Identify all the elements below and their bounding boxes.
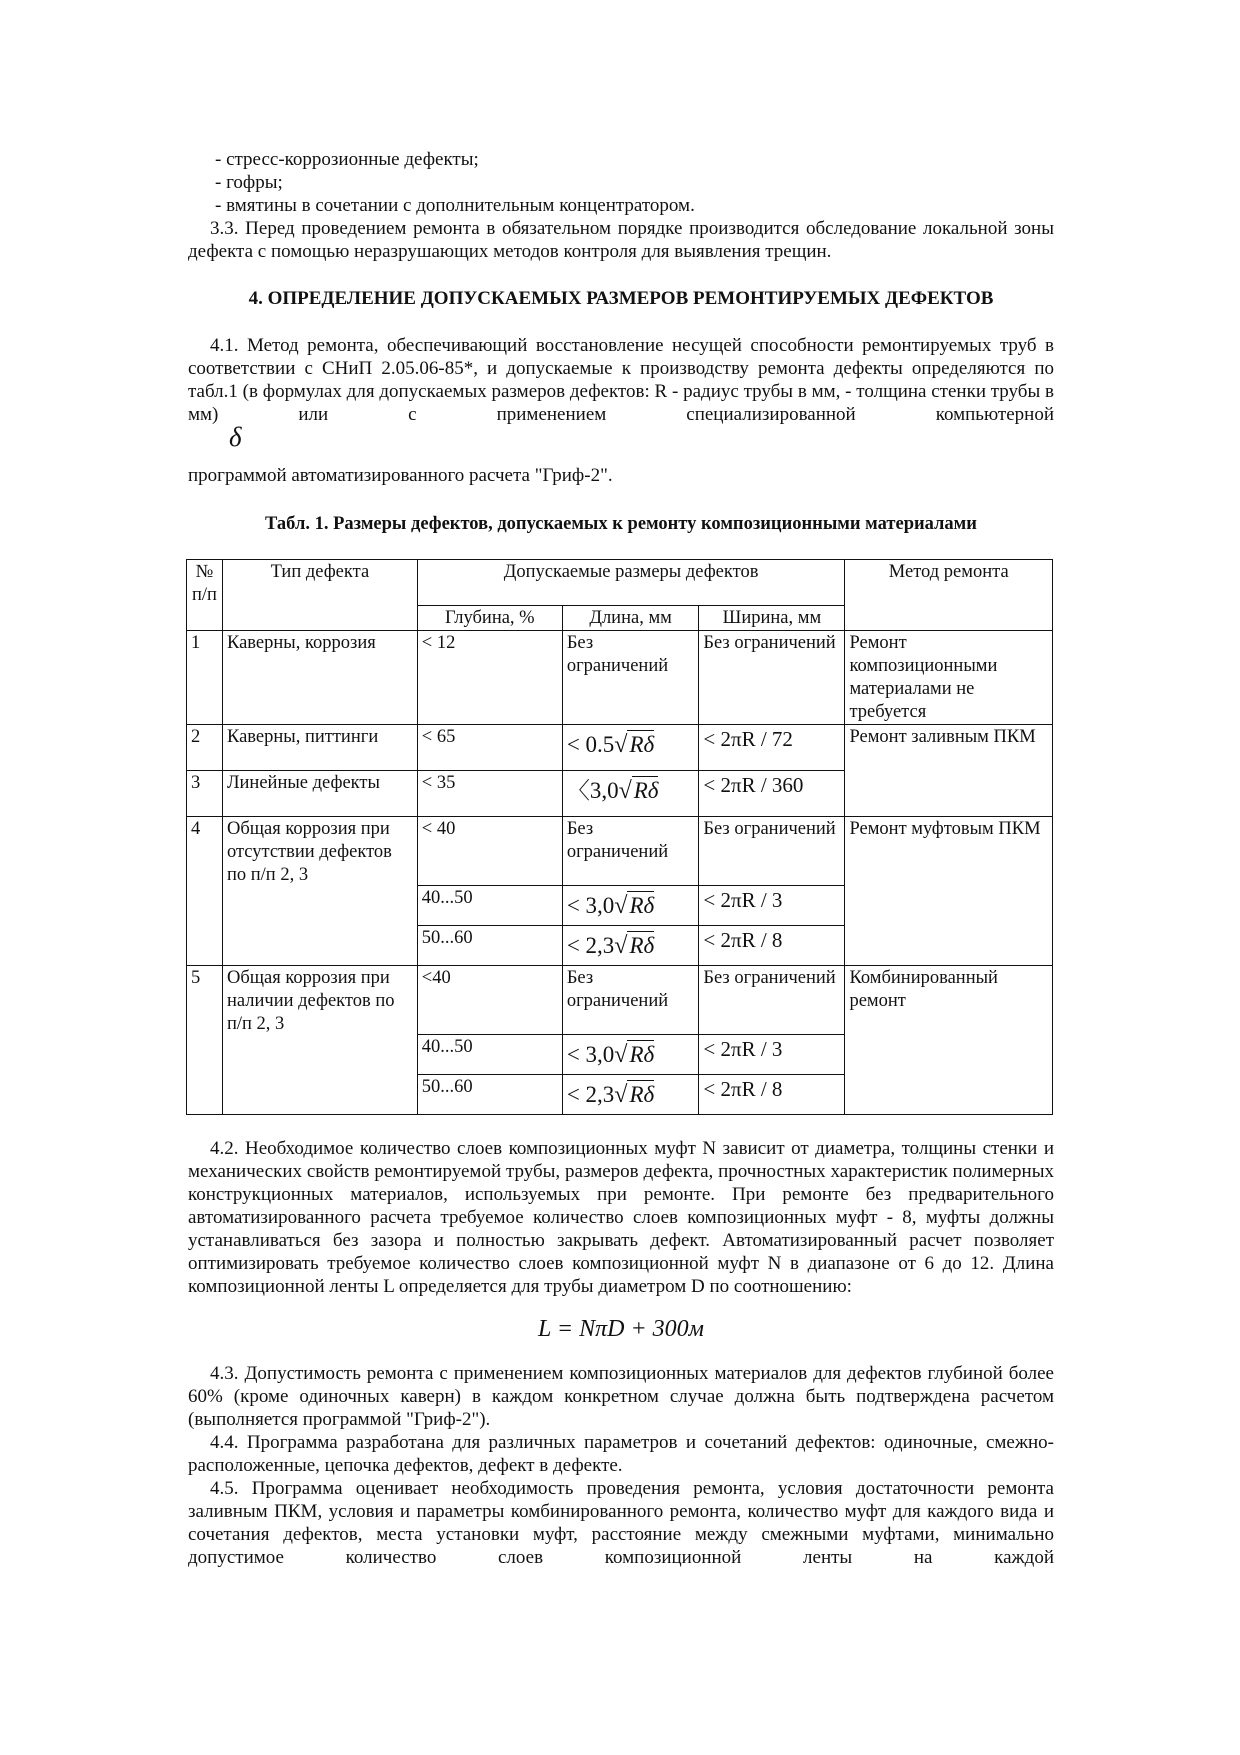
length-formula: < 3,0√Rδ xyxy=(566,893,655,919)
cell-length xyxy=(562,926,699,966)
cell-width: < 2πR / 3 xyxy=(699,1035,845,1075)
cell-depth: < 40 xyxy=(417,817,562,886)
cell-length xyxy=(562,886,699,926)
cell-depth: < 65 xyxy=(417,725,562,771)
header-depth: Глубина, % xyxy=(417,606,562,631)
paragraph-4-1: 4.1. Метод ремонта, обеспечивающий восстановление несущей способности ремонтируемых труб в соответствии с СНиП 2.05.06-85*, и допускаемые к производству ремонта дефекты определяются по табл.1 (в формулах для допускаемых размеров дефектов: R - радиус трубы в мм, - толщина стенки трубы в мм) или с применением специализированной компьютерной xyxy=(188,335,1054,425)
cell-length xyxy=(562,1075,699,1115)
cell-length xyxy=(562,725,699,771)
defects-table xyxy=(186,559,1053,1115)
cell-type: Общая коррозия при наличии дефектов по п/п 2, 3 xyxy=(222,966,417,1115)
paragraph-4-4: 4.4. Программа разработана для различных параметров и сочетаний дефектов: одиночные, смежно-расположенные, цепочка дефектов, дефект в дефекте. xyxy=(188,1432,1054,1476)
length-formula: < 0.5√Rδ xyxy=(566,732,655,758)
cell-method: Ремонт заливным ПКМ xyxy=(845,725,1053,817)
table-header-row xyxy=(187,560,1053,606)
cell-type: Линейные дефекты xyxy=(222,771,417,817)
cell-length xyxy=(562,771,699,817)
cell-num: 4 xyxy=(187,817,223,966)
cell-num: 1 xyxy=(187,631,223,725)
cell-depth: < 35 xyxy=(417,771,562,817)
cell-type: Каверны, питтинги xyxy=(222,725,417,771)
table-row xyxy=(187,966,1053,1035)
table-row xyxy=(187,817,1053,886)
cell-width: Без ограничений xyxy=(699,966,845,1035)
cell-length xyxy=(562,1035,699,1075)
cell-length: Без ограничений xyxy=(562,817,699,886)
paragraph-4-2: 4.2. Необходимое количество слоев композиционных муфт N зависит от диаметра, толщины стенки и механических свойств ремонтируемой трубы, размеров дефекта, прочностных характеристик полимерных конструкционных материалов, используемых при ремонте. При ремонте без предварительного автоматизированного расчета требуемое количество слоев композиционных муфт - 8, муфты должны устанавливаться без зазора и полностью закрывать дефект. Автоматизированный расчет позволяет оптимизировать требуемое количество слоев композиционной муфт N в диапазоне от 6 до 12. Длина композиционной ленты L определяется для трубы диаметром D по соотношению: xyxy=(188,1138,1054,1297)
table-row xyxy=(187,725,1053,771)
cell-depth: 40...50 xyxy=(417,1035,562,1075)
header-type: Тип дефекта xyxy=(222,560,417,631)
length-formula: < 2,3√Rδ xyxy=(566,933,655,959)
cell-width: < 2πR / 360 xyxy=(699,771,845,817)
formula-length-L: L = NπD + 300м xyxy=(538,1316,704,1342)
cell-depth: 50...60 xyxy=(417,1075,562,1115)
cell-num: 3 xyxy=(187,771,223,817)
cell-width: < 2πR / 72 xyxy=(699,725,845,771)
cell-depth: <40 xyxy=(417,966,562,1035)
header-length: Длина, мм xyxy=(562,606,699,631)
cell-num: 5 xyxy=(187,966,223,1115)
paragraph-4-3: 4.3. Допустимость ремонта с применением композиционных материалов для дефектов глубиной более 60% (кроме одиночных каверн) в каждом конкретном случае должна быть подтверждена расчетом (выполняется программой "Гриф-2"). xyxy=(188,1363,1054,1430)
table-row xyxy=(187,631,1053,725)
length-formula: < 2,3√Rδ xyxy=(566,1082,655,1108)
cell-method: Комбинированный ремонт xyxy=(845,966,1053,1115)
cell-length: Без ограничений xyxy=(562,631,699,725)
bullet-item: - вмятины в сочетании с дополнительным концентратором. xyxy=(215,195,695,216)
document-page xyxy=(188,148,1054,1569)
paragraph-3-3: 3.3. Перед проведением ремонта в обязательном порядке производится обследование локальной зоны дефекта с помощью неразрушающих методов контроля для выявления трещин. xyxy=(188,218,1054,262)
cell-depth: < 12 xyxy=(417,631,562,725)
cell-depth: 50...60 xyxy=(417,926,562,966)
cell-width: < 2πR / 8 xyxy=(699,1075,845,1115)
cell-width: Без ограничений xyxy=(699,631,845,725)
table-caption: Табл. 1. Размеры дефектов, допускаемых к ремонту композиционными материалами xyxy=(265,514,977,534)
paragraph-4-1-continuation: программой автоматизированного расчета "Гриф-2". xyxy=(188,465,613,486)
section-heading: 4. ОПРЕДЕЛЕНИЕ ДОПУСКАЕМЫХ РАЗМЕРОВ РЕМОНТИРУЕМЫХ ДЕФЕКТОВ xyxy=(248,288,994,309)
header-width: Ширина, мм xyxy=(699,606,845,631)
cell-method: Ремонт муфтовым ПКМ xyxy=(845,817,1053,966)
cell-width: < 2πR / 8 xyxy=(699,926,845,966)
cell-type: Каверны, коррозия xyxy=(222,631,417,725)
length-formula: < 3,0√Rδ xyxy=(566,1042,655,1068)
cell-type: Общая коррозия при отсутствии дефектов по п/п 2, 3 xyxy=(222,817,417,966)
cell-method: Ремонт композиционными материалами не требуется xyxy=(845,631,1053,725)
header-sizes-group: Допускаемые размеры дефектов xyxy=(417,560,845,606)
delta-symbol-line xyxy=(188,422,1054,464)
cell-width: Без ограничений xyxy=(699,817,845,886)
cell-width: < 2πR / 3 xyxy=(699,886,845,926)
bullet-item: - гофры; xyxy=(215,172,283,193)
length-formula: 〈3,0√Rδ xyxy=(566,778,659,804)
paragraph-4-5: 4.5. Программа оценивает необходимость проведения ремонта, условия достаточности ремонта заливным ПКМ, условия и параметры комбинированного ремонта, количество муфт для каждого вида и сочетания дефектов, места установки муфт, расстояние между смежными муфтами, минимально допустимое количество слоев композиционной ленты на каждой xyxy=(188,1478,1054,1568)
delta-symbol: δ xyxy=(229,422,242,452)
cell-num: 2 xyxy=(187,725,223,771)
cell-length: Без ограничений xyxy=(562,966,699,1035)
header-method: Метод ремонта xyxy=(845,560,1053,631)
cell-depth: 40...50 xyxy=(417,886,562,926)
header-num: № п/п xyxy=(187,560,223,631)
bullet-item: - стресс-коррозионные дефекты; xyxy=(215,149,479,170)
